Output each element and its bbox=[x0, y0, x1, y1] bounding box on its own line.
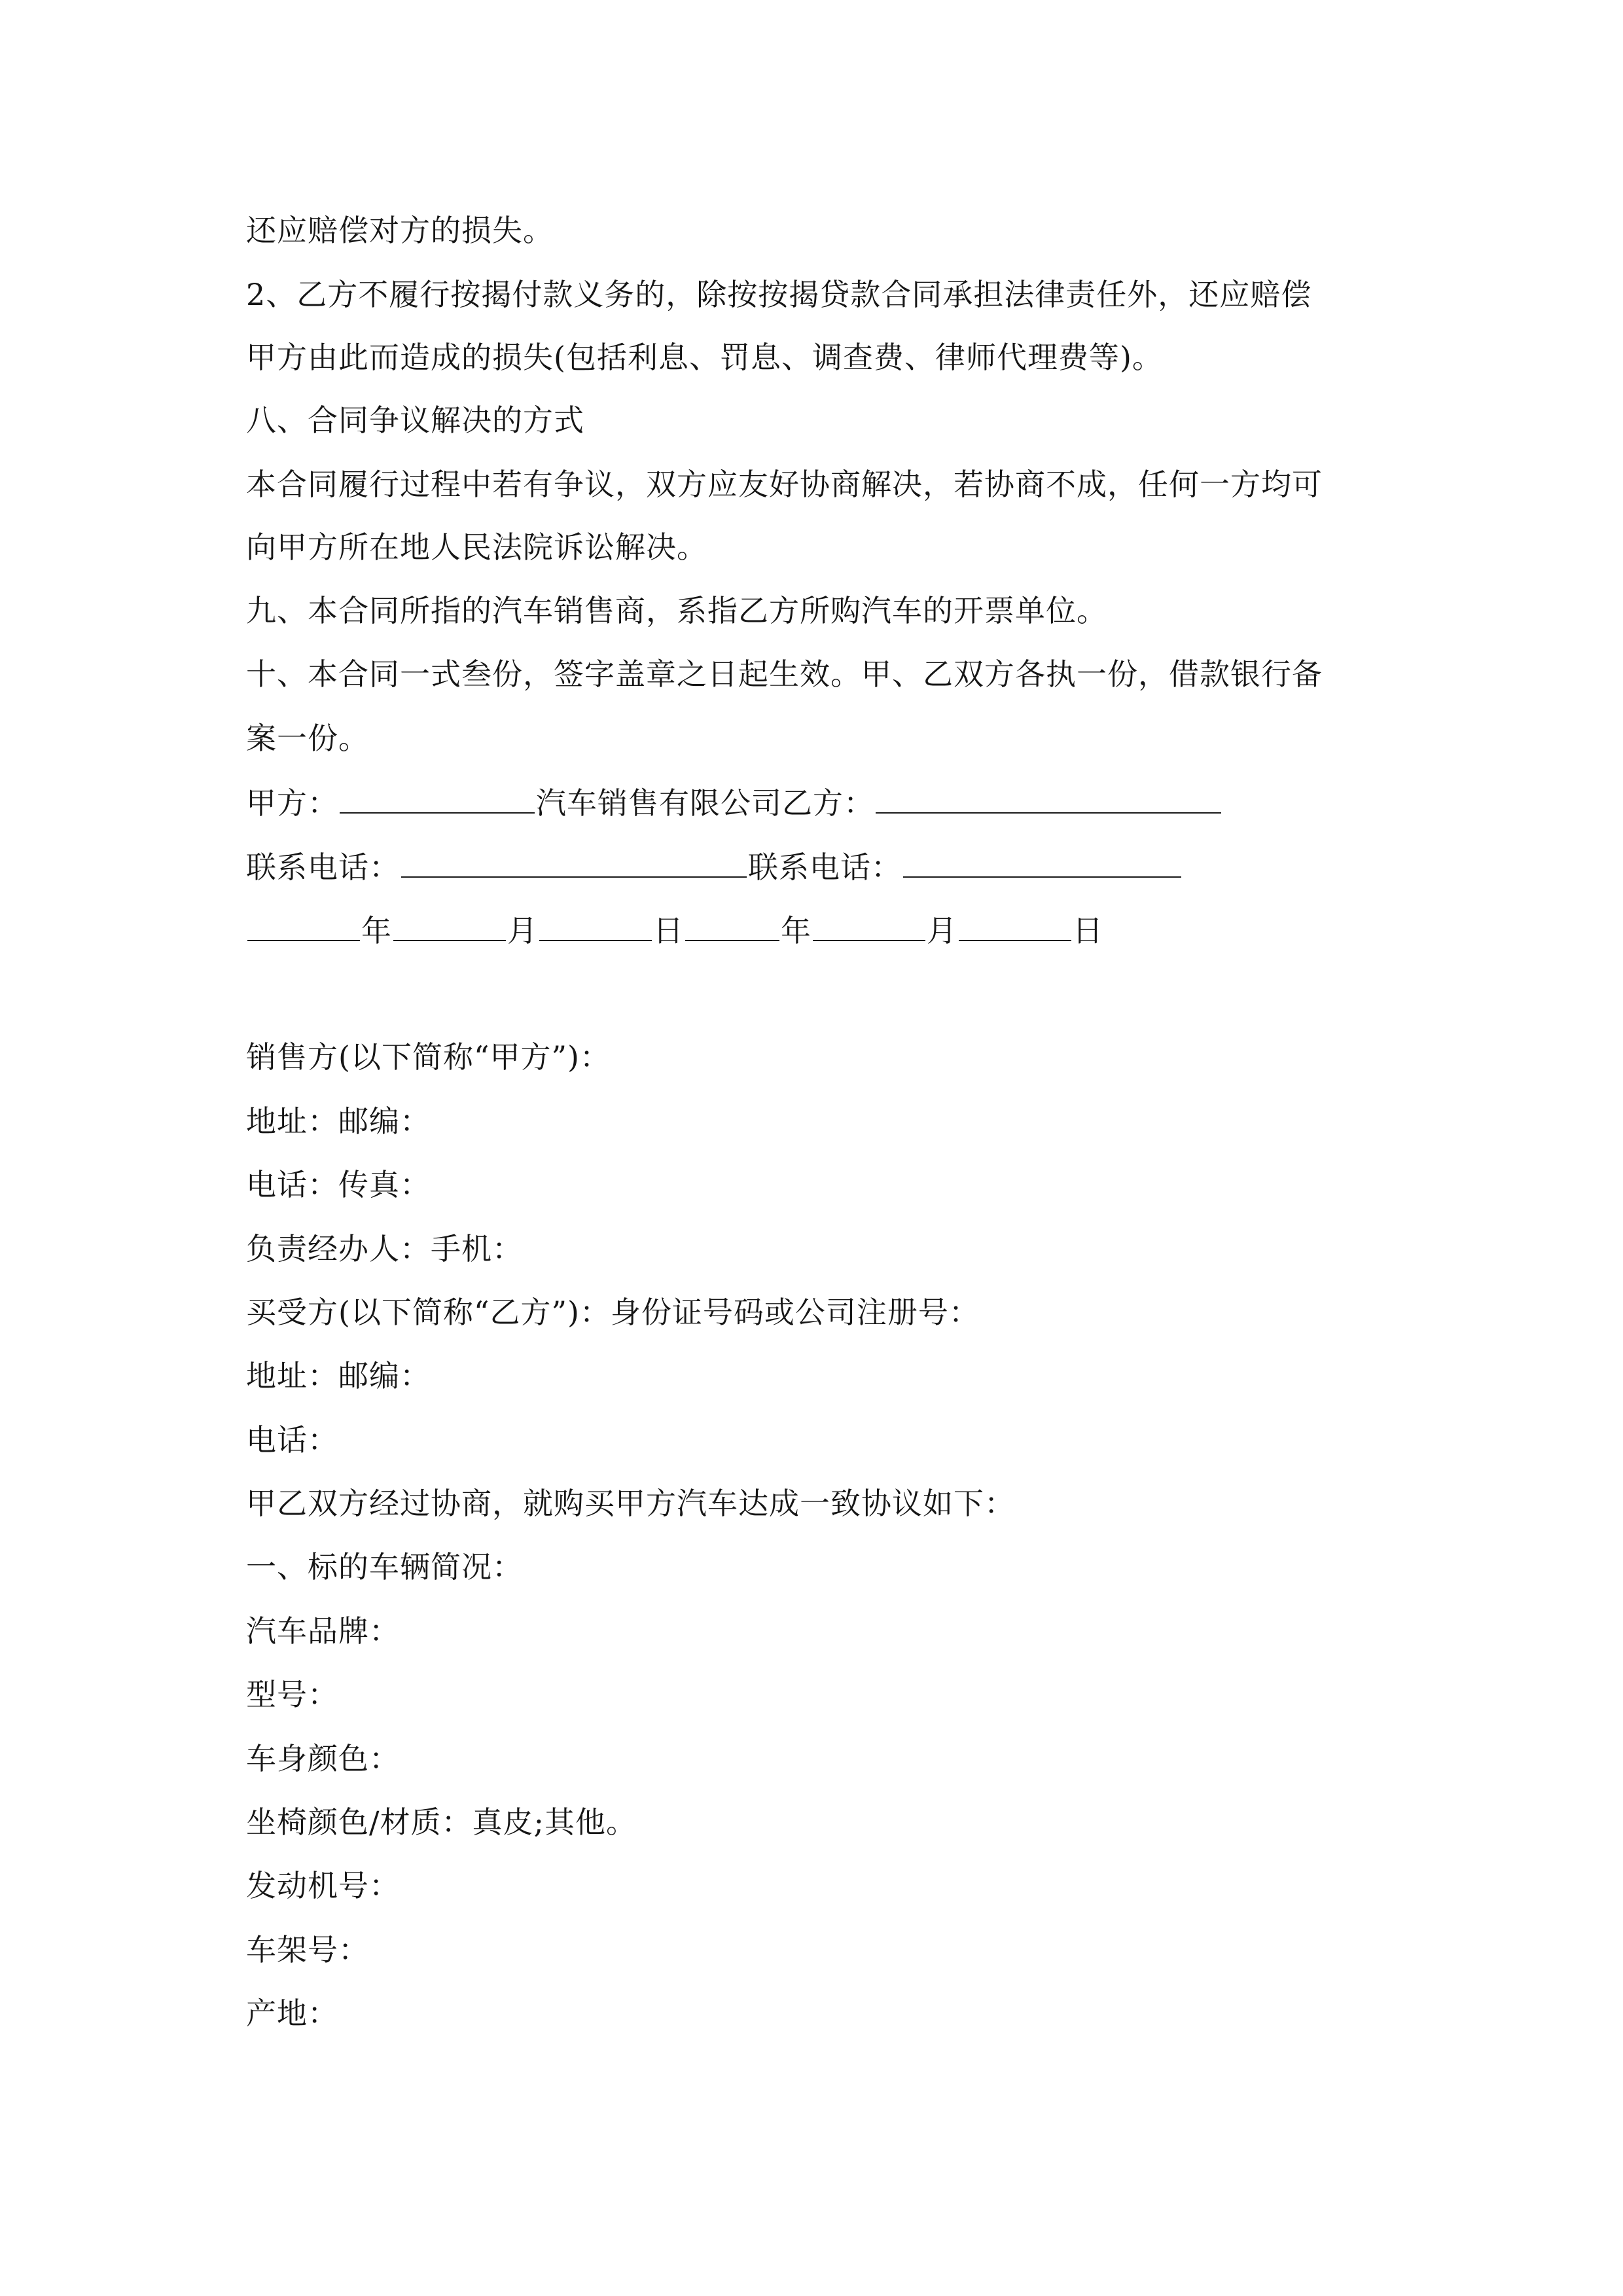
party-a-name-blank[interactable] bbox=[340, 782, 535, 814]
section-10-line-2: 案一份。 bbox=[246, 721, 369, 756]
date-b-month-label: 月 bbox=[927, 913, 957, 948]
seller-contact: 负责经办人：手机： bbox=[246, 1231, 523, 1266]
section-1-heading: 一、标的车辆简况： bbox=[246, 1549, 523, 1585]
breach-continued-text: 还应赔偿对方的损失。 bbox=[246, 213, 554, 248]
party-a-label: 甲方： bbox=[246, 785, 338, 821]
date-a-month-blank[interactable] bbox=[393, 910, 506, 941]
date-a-year-blank[interactable] bbox=[247, 910, 360, 941]
date-a-year-label: 年 bbox=[361, 913, 392, 948]
signature-phone-row bbox=[246, 846, 1183, 887]
phone-b-blank[interactable] bbox=[903, 846, 1181, 878]
breach-item-2-line-1: 2、乙方不履行按揭付款义务的，除按按揭贷款合同承担法律责任外，还应赔偿 bbox=[246, 277, 1312, 312]
section-8-line-1: 本合同履行过程中若有争议，双方应友好协商解决，若协商不成，任何一方均可 bbox=[246, 467, 1323, 502]
party-a-suffix: 汽车销售有限公司乙方： bbox=[536, 785, 874, 821]
origin-field: 产地： bbox=[246, 1996, 338, 2031]
buyer-line: 买受方(以下简称“乙方”)：身份证号码或公司注册号： bbox=[246, 1295, 980, 1330]
seat-color-field: 坐椅颜色/材质：真皮;其他。 bbox=[246, 1804, 637, 1840]
seller-phone: 电话：传真： bbox=[246, 1167, 431, 1202]
car-brand-field: 汽车品牌： bbox=[246, 1613, 400, 1649]
phone-a-blank[interactable] bbox=[401, 846, 747, 878]
breach-item-2-line-2: 甲方由此而造成的损失(包括利息、罚息、调查费、律师代理费等)。 bbox=[246, 340, 1163, 375]
seller-address: 地址：邮编： bbox=[246, 1103, 431, 1139]
agreement-intro: 甲乙双方经过协商，就购买甲方汽车达成一致协议如下： bbox=[246, 1486, 1015, 1521]
date-a-month-label: 月 bbox=[507, 913, 538, 948]
phone-label-a: 联系电话： bbox=[246, 850, 400, 885]
car-model-field: 型号： bbox=[246, 1677, 338, 1712]
buyer-address: 地址：邮编： bbox=[246, 1358, 431, 1393]
date-b-day-label: 日 bbox=[1073, 913, 1103, 948]
date-a-day-label: 日 bbox=[653, 913, 684, 948]
section-9-text: 九、本合同所指的汽车销售商，系指乙方所购汽车的开票单位。 bbox=[246, 593, 1107, 628]
body-color-field: 车身颜色： bbox=[246, 1741, 400, 1776]
engine-number-field: 发动机号： bbox=[246, 1868, 400, 1903]
section-10-line-1: 十、本合同一式叁份，签字盖章之日起生效。甲、乙双方各执一份，借款银行备 bbox=[246, 656, 1323, 692]
section-8-line-2: 向甲方所在地人民法院诉讼解决。 bbox=[246, 529, 707, 565]
party-b-name-blank[interactable] bbox=[876, 782, 1221, 814]
date-b-day-blank[interactable] bbox=[959, 910, 1071, 941]
date-a-day-blank[interactable] bbox=[539, 910, 652, 941]
date-b-year-label: 年 bbox=[781, 913, 812, 948]
seller-line: 销售方(以下简称“甲方”)： bbox=[246, 1039, 611, 1075]
frame-number-field: 车架号： bbox=[246, 1932, 369, 1967]
signature-date-row bbox=[246, 910, 1103, 950]
date-b-month-blank[interactable] bbox=[813, 910, 925, 941]
phone-label-b: 联系电话： bbox=[748, 850, 902, 885]
signature-party-row bbox=[246, 782, 1222, 823]
date-b-year-blank[interactable] bbox=[685, 910, 779, 941]
section-8-heading: 八、合同争议解决的方式 bbox=[246, 403, 584, 438]
buyer-phone: 电话： bbox=[246, 1422, 338, 1458]
